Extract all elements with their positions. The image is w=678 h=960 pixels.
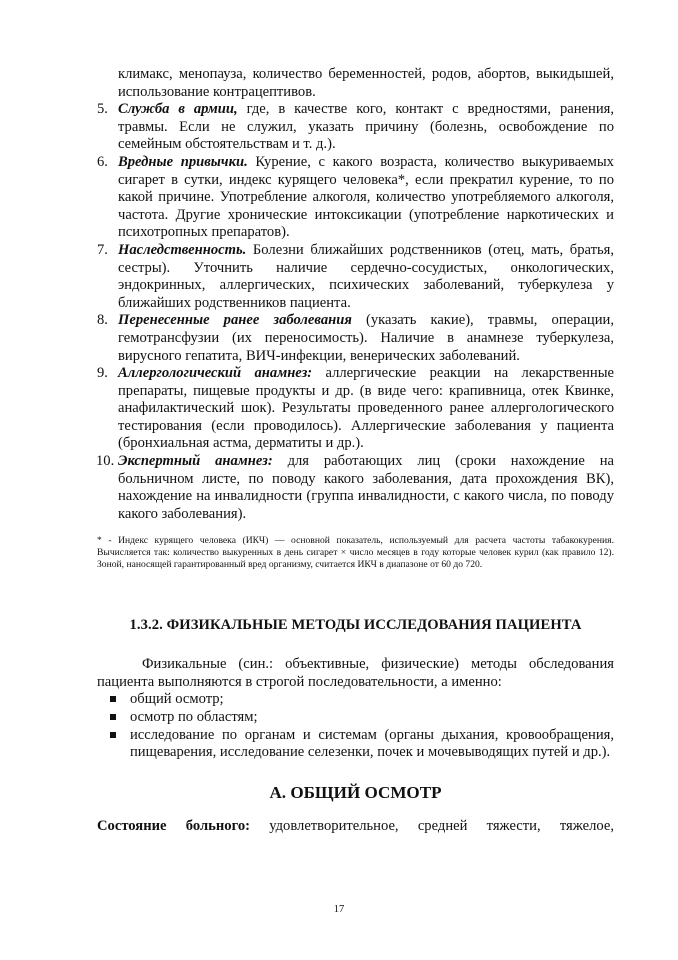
item-text: аллергические реакции на лекарственные препараты, пищевые продукты и др. (в виде чего: крапивница, отек Квинке, анафилактический шок). Результаты проведенного ранее аллергологического тестирования (если проводилось). Аллергические заболевания у пациента (бронхиальная астма, дерматиты и др.).: [118, 365, 614, 452]
bullet-text: осмотр по областям;: [130, 709, 258, 725]
condition-text: удовлетворительное, средней тяжести, тяжелое,: [250, 818, 615, 835]
condition-term: Состояние больного:: [97, 818, 250, 835]
section-title: 1.3.2. ФИЗИКАЛЬНЫЕ МЕТОДЫ ИССЛЕДОВАНИЯ ПАЦИЕНТА: [129, 617, 582, 634]
list-item: [97, 101, 614, 154]
item-term: Служба в армии,: [118, 101, 238, 118]
item-term: Наследственность.: [118, 241, 247, 258]
list-item: [97, 709, 614, 727]
item-number: 9.: [97, 365, 108, 382]
item-number: 6.: [97, 153, 108, 170]
list-item: [97, 727, 614, 762]
item-text: где, в качестве кого, контакт с вредностями, ранения, травмы. Если не служил, указать причину (болезнь, освобождение по семейным обстоятельствам и т. д.).: [118, 101, 614, 153]
list-item: [97, 242, 614, 312]
item-text: для работающих лиц (сроки нахождение на больничном листе, по поводу какого заболевания, дата прохождения ВК), нахождение на инвалидности (группа инвалидности, с какого числа, по поводу какого заболевания).: [118, 453, 614, 522]
anamnesis-list: [97, 101, 614, 523]
item-number: 10.: [96, 453, 115, 470]
square-bullet-icon: [110, 696, 116, 702]
square-bullet-icon: [110, 714, 116, 720]
item-term: Перенесенные ранее заболевания: [118, 312, 352, 329]
item-text: Курение, с какого возраста, количество выкуриваемых сигарет в сутки, индекс курящего человека*, если прекратил курение, то по какой причине. Употребление алкоголя, количество употребляемого алкоголя, частота. Другие хронические интоксикации (употребление наркотических и психотропных препаратов).: [118, 153, 614, 241]
item-term: Вредные привычки.: [118, 153, 248, 170]
section-intro: Физикальные (син.: объективные, физические) методы обследования пациента выполняются в строгой последовательности, а именно:: [97, 656, 614, 690]
item-term: Экспертный анамнез:: [118, 453, 273, 470]
item-term: Аллергологический анамнез:: [118, 365, 313, 382]
list-item: [97, 691, 614, 709]
list-item: [97, 365, 614, 453]
page-body: [97, 66, 614, 836]
condition-line: [97, 818, 614, 836]
item-number: 8.: [97, 312, 108, 329]
list-item: [97, 453, 614, 523]
list-item: [97, 312, 614, 365]
list-item: [97, 154, 614, 242]
square-bullet-icon: [110, 732, 116, 738]
exam-methods-list: [97, 691, 614, 761]
bullet-text: общий осмотр;: [130, 691, 224, 708]
subsection-title: А. ОБЩИЙ ОСМОТР: [269, 782, 442, 802]
item-text: Болезни ближайших родственников (отец, мать, братья, сестры). Уточнить наличие сердечно-сосудистых, онкологических, эндокринных, аллергических, психических заболеваний, туберкулеза у ближайших родственников пациента.: [118, 241, 614, 311]
item-text: (указать какие), травмы, операции, гемотрансфузии (их переносимость). Наличие в анамнезе туберкулеза, вирусного гепатита, ВИЧ-инфекции, венерических заболеваний.: [118, 312, 614, 364]
footnote: * - Индекс курящего человека (ИКЧ) — основной показатель, используемый для расчета частоты табакокурения. Вычисляется так: количество выкуренных в день сигарет × число месяцев в году которые человек курил (как правило 12). Зоной, наносящей гарантированный вред организму, считается ИКЧ в диапазоне от 60 до 720.: [97, 535, 614, 570]
bullet-text: исследование по органам и системам (органы дыхания, кровообращения, пищеварения, исследование селезенки, почек и мочевыводящих путей и др.).: [130, 726, 614, 761]
item-number: 5.: [97, 101, 108, 118]
item-number: 7.: [97, 241, 108, 258]
intro-continuation: климакс, менопауза, количество беременностей, родов, абортов, выкидышей, использование контрацептивов.: [118, 66, 614, 100]
page-number: 17: [333, 904, 345, 915]
